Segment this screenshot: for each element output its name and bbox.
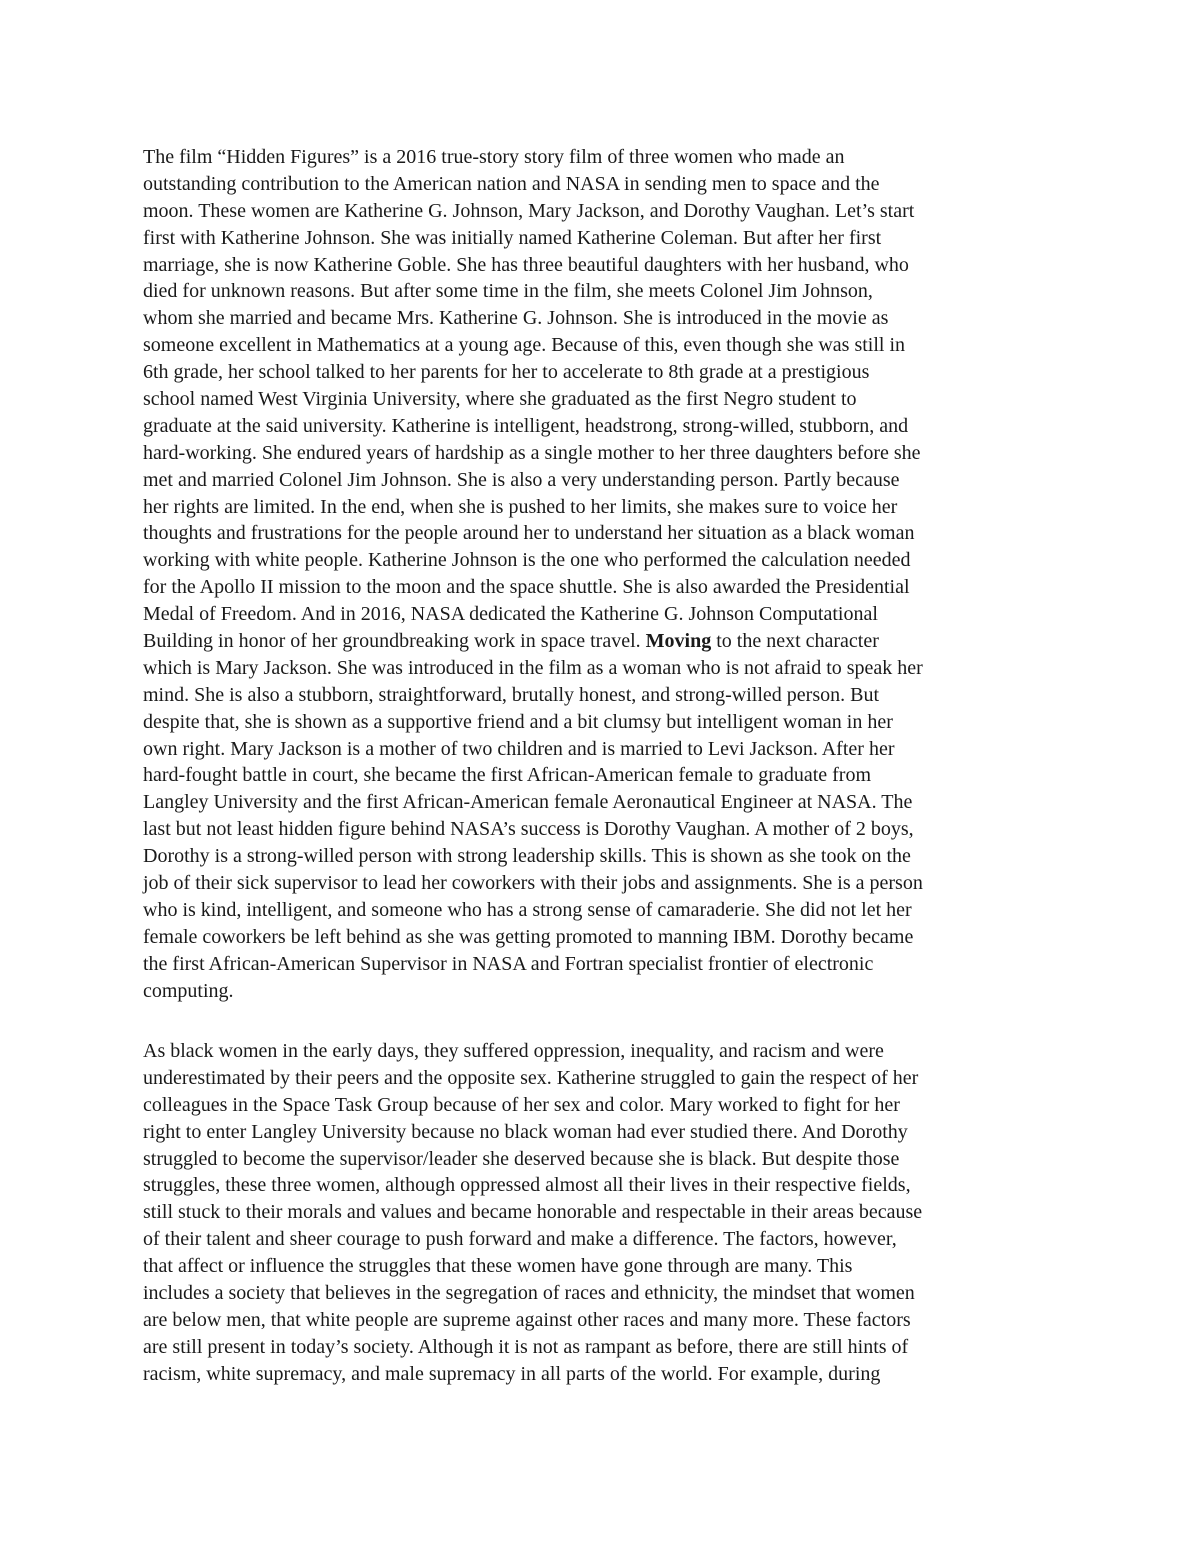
text-line: whom she married and became Mrs. Katherine G. Johnson. She is introduced in the movie as	[143, 307, 889, 330]
text-line: Medal of Freedom. And in 2016, NASA dedicated the Katherine G. Johnson Computational	[143, 603, 878, 626]
text-line: graduate at the said university. Katherine is intelligent, headstrong, strong-willed, stubborn, and	[143, 414, 909, 437]
text-line: colleagues in the Space Task Group because of her sex and color. Mary worked to fight for her	[143, 1093, 900, 1116]
paragraph-1	[143, 144, 923, 1005]
text-line: Langley University and the first African-American female Aeronautical Engineer at NASA. The	[143, 791, 913, 814]
text-line: school named West Virginia University, where she graduated as the first Negro student to	[143, 388, 857, 411]
text-line: struggles, these three women, although oppressed almost all their lives in their respective fields,	[143, 1174, 911, 1197]
text-line: computing.	[143, 979, 234, 1002]
text-line: still stuck to their morals and values and became honorable and respectable in their areas because	[143, 1201, 923, 1224]
text-line: underestimated by their peers and the opposite sex. Katherine struggled to gain the respect of her	[143, 1066, 919, 1089]
text-line: are still present in today’s society. Although it is not as rampant as before, there are still hints of	[143, 1335, 909, 1358]
text-line: are below men, that white people are supreme against other races and many more. These factors	[143, 1308, 911, 1331]
text-line: that affect or influence the struggles that these women have gone through are many. This	[143, 1255, 853, 1278]
bold-word: Moving	[645, 630, 712, 653]
text-line: includes a society that believes in the segregation of races and ethnicity, the mindset that women	[143, 1282, 915, 1305]
text-line: who is kind, intelligent, and someone who has a strong sense of camaraderie. She did not let her	[143, 898, 912, 921]
text-line: hard-fought battle in court, she became the first African-American female to graduate from	[143, 764, 872, 787]
text-line: which is Mary Jackson. She was introduced in the film as a woman who is not afraid to speak her	[143, 656, 923, 679]
line-text-after-bold: to the next character	[711, 630, 879, 653]
text-line: own right. Mary Jackson is a mother of two children and is married to Levi Jackson. After her	[143, 737, 895, 760]
line-text-before-bold: Building in honor of her groundbreaking work in space travel.	[143, 630, 646, 653]
text-line: her rights are limited. In the end, when she is pushed to her limits, she makes sure to voice her	[143, 495, 898, 518]
text-line: outstanding contribution to the American nation and NASA in sending men to space and the	[143, 172, 880, 195]
text-line: job of their sick supervisor to lead her coworkers with their jobs and assignments. She is a person	[143, 872, 923, 895]
text-line: The film “Hidden Figures” is a 2016 true-story story film of three women who made an	[143, 146, 845, 168]
text-line: As black women in the early days, they suffered oppression, inequality, and racism and were	[143, 1040, 884, 1062]
text-line: female coworkers be left behind as she was getting promoted to manning IBM. Dorothy became	[143, 925, 914, 948]
text-line: right to enter Langley University because no black woman had ever studied there. And Dorothy	[143, 1120, 908, 1143]
text-line: marriage, she is now Katherine Goble. She has three beautiful daughters with her husband, who	[143, 253, 909, 276]
text-line: racism, white supremacy, and male supremacy in all parts of the world. For example, during	[143, 1362, 881, 1385]
paragraph-2	[143, 1038, 922, 1388]
text-line-with-bold	[143, 628, 923, 655]
text-line: the first African-American Supervisor in NASA and Fortran specialist frontier of electronic	[143, 952, 874, 975]
text-line: moon. These women are Katherine G. Johnson, Mary Jackson, and Dorothy Vaughan. Let’s start	[143, 199, 915, 222]
text-line: for the Apollo II mission to the moon and the space shuttle. She is also awarded the Presidential	[143, 576, 910, 599]
text-line: someone excellent in Mathematics at a young age. Because of this, even though she was still in	[143, 334, 906, 357]
text-line: thoughts and frustrations for the people around her to understand her situation as a black woman	[143, 522, 915, 545]
text-line: of their talent and sheer courage to push forward and make a difference. The factors, however,	[143, 1228, 897, 1251]
text-line: mind. She is also a stubborn, straightforward, brutally honest, and strong-willed person. But	[143, 683, 880, 706]
text-line: died for unknown reasons. But after some time in the film, she meets Colonel Jim Johnson,	[143, 280, 873, 303]
text-line: 6th grade, her school talked to her parents for her to accelerate to 8th grade at a prestigious	[143, 361, 870, 384]
text-line: first with Katherine Johnson. She was initially named Katherine Coleman. But after her first	[143, 226, 882, 249]
text-line: met and married Colonel Jim Johnson. She is also a very understanding person. Partly because	[143, 468, 900, 491]
text-line: despite that, she is shown as a supportive friend and a bit clumsy but intelligent woman in her	[143, 710, 893, 733]
text-line: struggled to become the supervisor/leader she deserved because she is black. But despite those	[143, 1147, 900, 1170]
text-line: last but not least hidden figure behind NASA’s success is Dorothy Vaughan. A mother of 2 boys,	[143, 818, 914, 841]
text-line: Dorothy is a strong-willed person with strong leadership skills. This is shown as she took on the	[143, 845, 911, 868]
text-line: working with white people. Katherine Johnson is the one who performed the calculation needed	[143, 549, 911, 572]
text-line: hard-working. She endured years of hardship as a single mother to her three daughters before she	[143, 441, 921, 464]
